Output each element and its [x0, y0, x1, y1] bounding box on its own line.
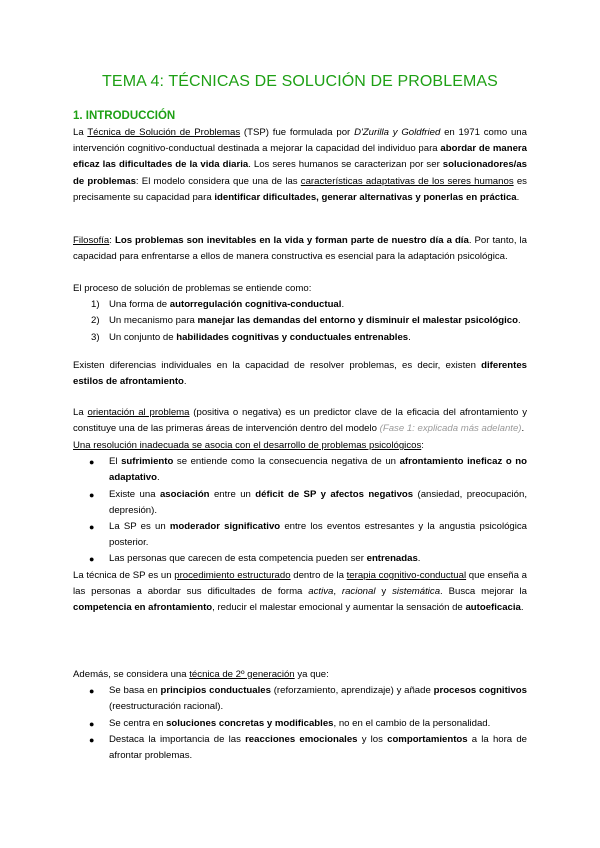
paragraph-differences: Existen diferencias individuales en la capacidad de resolver problemas, es decir, existen diferentes estilos de afrontamiento. — [73, 360, 527, 388]
list-item: ● Se basa en principios conductuales (reforzamiento, aprendizaje) y añade procesos cognitivos (reestructuración racional). — [89, 685, 527, 713]
list-item: ● Se centra en soluciones concretas y modificables, no en el cambio de la personalidad. — [73, 716, 527, 732]
paragraph-inadequate: Una resolución inadecuada se asocia con el desarrollo de problemas psicológicos: ● El sufrimiento se entiende como la consecuencia negativa de un afrontamiento ineficaz o no adaptativo. ● Existe una asociación entre un déficit de SP y afectos negativos (ansiedad, preocupación, depresión). ● La SP es un moderador significativo entre los eventos estresantes y la angustia psicológica posterior. ● Las personas que carecen de esta competencia pueden ser entrenadas. La técnica de SP es un procedimiento estructurado dentro de la terapia cognitivo-conductual que enseña a las personas a abordar sus dificultades de forma activa, racional y sistemática. Busca mejorar la competencia en afrontamiento, reducir el malestar emocional y aumentar la sensación de autoeficacia. — [73, 438, 527, 616]
bullet-icon: ● — [89, 686, 95, 697]
bullet-icon: ● — [89, 718, 95, 729]
paragraph-orientation: La orientación al problema (positiva o negativa) es un predictor clave de la eficacia del afrontamiento y constituye una de las primeras áreas de intervención dentro del modelo (Fase 1: explicada más adelante). — [73, 407, 527, 435]
list-item: 2) Un mecanismo para manejar las demandas del entorno y disminuir el malestar psicológico. — [91, 315, 521, 327]
paragraph-philosophy: Filosofía: Los problemas son inevitables en la vida y forman parte de nuestro día a día. Por tanto, la capacidad para enfrentarse a ellos de manera constructiva es esencial para la adaptación psicológica. — [73, 235, 527, 263]
paragraph-process: El proceso de solución de problemas se entiende como: 1) Una forma de autorregulación cognitiva-conductual. 2) Un mecanismo para manejar las demandas del entorno y disminuir el malestar psicológico. 3) Un conjunto de habilidades cognitivas y conductuales entrenables. — [73, 281, 527, 346]
bullet-icon: ● — [89, 457, 95, 468]
list-item: ● El sufrimiento se entiende como la consecuencia negativa de un afrontamiento ineficaz o no adaptativo. — [89, 456, 527, 484]
list-item: ● Las personas que carecen de esta competencia pueden ser entrenadas. — [73, 551, 527, 567]
paragraph-intro: La Técnica de Solución de Problemas (TSP) fue formulada por D'Zurilla y Goldfried en 1971 como una intervención cognitivo-conductual destinada a mejorar la capacidad del individuo para abordar de manera eficaz las dificultades de la vida diaria. Los seres humanos se caracterizan por ser solucionadores/as de problemas: El modelo considera que una de las características adaptativas de los seres humanos es precisamente su capacidad para identificar dificultades, generar alternativas y ponerlas en práctica. — [73, 127, 527, 203]
document-title: TEMA 4: TÉCNICAS DE SOLUCIÓN DE PROBLEMAS — [102, 73, 498, 90]
bullet-icon: ● — [89, 734, 95, 745]
inadequate-bullet-list — [73, 454, 527, 567]
list-item: ● La SP es un moderador significativo entre los eventos estresantes y la angustia psicológica posterior. — [89, 521, 528, 549]
list-item: 1) Una forma de autorregulación cognitiva-conductual. — [91, 299, 345, 311]
list-item: ● Existe una asociación entre un déficit de SP y afectos negativos (ansiedad, preocupación, depresión). — [89, 488, 527, 516]
section-heading: 1. INTRODUCCIÓN — [73, 110, 176, 122]
note-text: (Fase 1: explicada más adelante) — [379, 423, 522, 435]
list-item: ● Destaca la importancia de las reacciones emocionales y los comportamientos a la hora de afrontar problemas. — [89, 733, 527, 762]
bullet-icon: ● — [89, 554, 95, 565]
paragraph-second-generation: Además, se considera una técnica de 2º generación ya que: ● Se basa en principios conductuales (reforzamiento, aprendizaje) y añade procesos cognitivos (reestructuración racional). ● Se centra en soluciones concretas y modificables, no en el cambio de la personalidad. ● Destaca la importancia de las reacciones emocionales y los comportamientos a la hora de afrontar problemas. — [73, 667, 527, 764]
list-item: 3) Un conjunto de habilidades cognitivas y conductuales entrenables. — [91, 331, 411, 343]
process-list — [73, 297, 527, 346]
bullet-icon: ● — [89, 489, 95, 500]
second-generation-bullet-list — [73, 683, 527, 764]
paragraph-procedure: La técnica de SP es un procedimiento estructurado dentro de la terapia cognitivo-conductual que enseña a las personas a abordar sus dificultades de forma activa, racional y sistemática. Busca mejorar la competencia en afrontamiento, reducir el malestar emocional y aumentar la sensación de autoeficacia. — [73, 569, 527, 614]
bullet-icon: ● — [89, 522, 95, 533]
